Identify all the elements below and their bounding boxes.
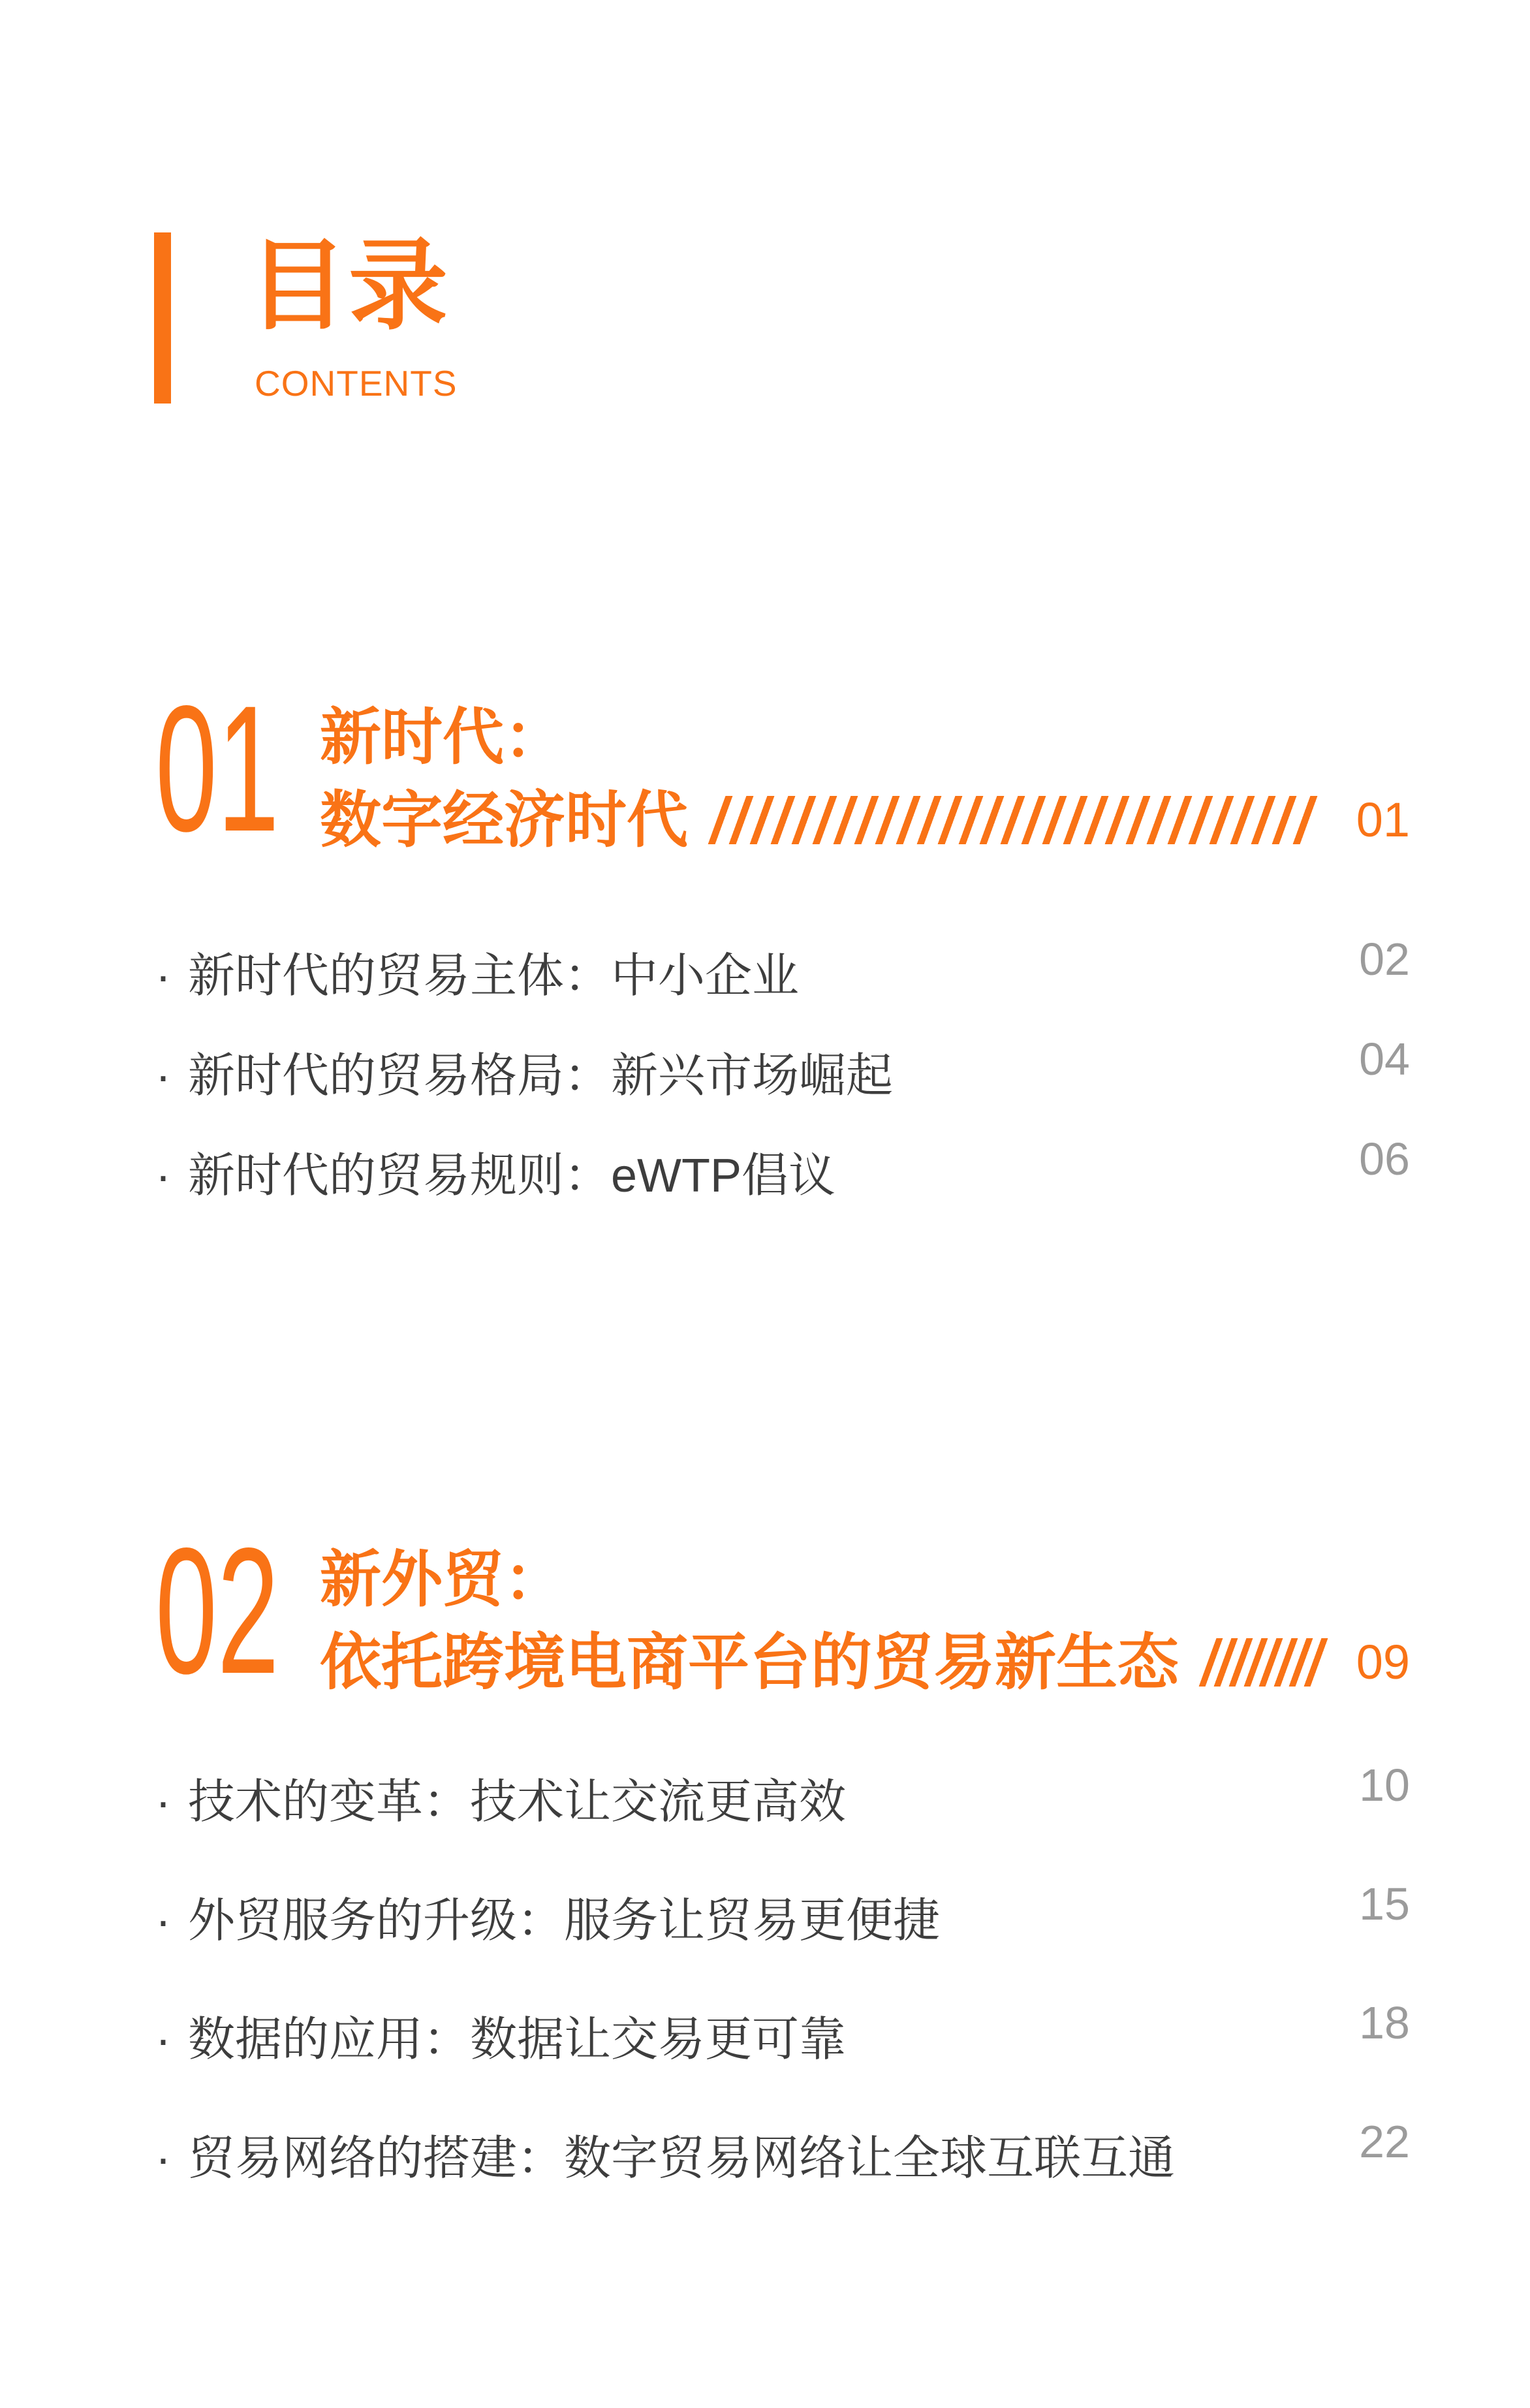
chapter-1-titles — [320, 679, 1410, 853]
toc-item-page-number: 04 — [1359, 1034, 1410, 1085]
chapter-1-title-line1: 新时代： — [320, 703, 566, 771]
page-subtitle: CONTENTS — [255, 363, 458, 404]
bullet-dot: · — [155, 950, 171, 1002]
chapter-2-page-number: 09 — [1356, 1635, 1410, 1689]
toc-item-label: 新时代的贸易主体：中小企业 — [188, 950, 800, 1002]
toc-item-label: 新时代的贸易规则：eWTP倡议 — [188, 1150, 836, 1202]
chapter-2-number: 02 — [155, 1511, 279, 1711]
toc-item-page-number: 10 — [1359, 1760, 1410, 1811]
chapter-1-number-box — [155, 669, 320, 869]
chapter-1-page-number: 01 — [1356, 793, 1410, 847]
chapter-1-item-list — [155, 934, 1410, 1207]
toc-item[interactable] — [155, 1133, 1410, 1207]
chapter-2-title-row2 — [320, 1630, 1410, 1695]
chapter-1-heading — [155, 669, 1410, 869]
toc-item-label: 新时代的贸易格局：新兴市场崛起 — [188, 1050, 894, 1102]
chapter-2-heading — [155, 1511, 1410, 1711]
chapter-2-item-list — [155, 1760, 1410, 2190]
chapter-2-title-line2: 依托跨境电商平台的贸易新生态 — [320, 1628, 1179, 1696]
bullet-dot: · — [155, 2014, 171, 2066]
toc-item-page-number: 18 — [1359, 1997, 1410, 2048]
toc-item-label: 技术的变革：技术让交流更高效 — [188, 1776, 847, 1828]
toc-item[interactable] — [155, 1878, 1410, 1952]
chapter-1-title-row2 — [320, 787, 1410, 853]
chapter-2-titles — [320, 1521, 1410, 1695]
toc-item-label: 数据的应用：数据让交易更可靠 — [188, 2014, 847, 2066]
page-title: 目录 — [248, 230, 449, 341]
bullet-dot: · — [155, 1150, 171, 1202]
slashes-decoration — [1199, 1638, 1334, 1687]
chapter-1-number: 01 — [155, 669, 279, 869]
toc-item-page-number: 02 — [1359, 934, 1410, 985]
toc-item[interactable] — [155, 1760, 1410, 1833]
chapter-1-title-line2: 数字经济时代 — [320, 785, 689, 854]
bullet-dot: · — [155, 1050, 171, 1102]
chapter-2-number-box — [155, 1511, 320, 1711]
chapter-2-title-line1: 新外贸： — [320, 1545, 566, 1613]
bullet-dot: · — [155, 2132, 171, 2185]
toc-item-page-number: 06 — [1359, 1133, 1410, 1184]
toc-item[interactable] — [155, 934, 1410, 1007]
toc-item[interactable] — [155, 1997, 1410, 2071]
accent-bar — [154, 232, 171, 404]
toc-item[interactable] — [155, 2116, 1410, 2190]
slashes-decoration — [708, 796, 1324, 844]
toc-item-label: 外贸服务的升级：服务让贸易更便捷 — [188, 1895, 941, 1947]
toc-item-label: 贸易网络的搭建：数字贸易网络让全球互联互通 — [188, 2132, 1176, 2185]
bullet-dot: · — [155, 1895, 171, 1947]
toc-item-page-number: 22 — [1359, 2116, 1410, 2167]
bullet-dot: · — [155, 1776, 171, 1828]
toc-item-page-number: 15 — [1359, 1878, 1410, 1929]
toc-item[interactable] — [155, 1034, 1410, 1107]
